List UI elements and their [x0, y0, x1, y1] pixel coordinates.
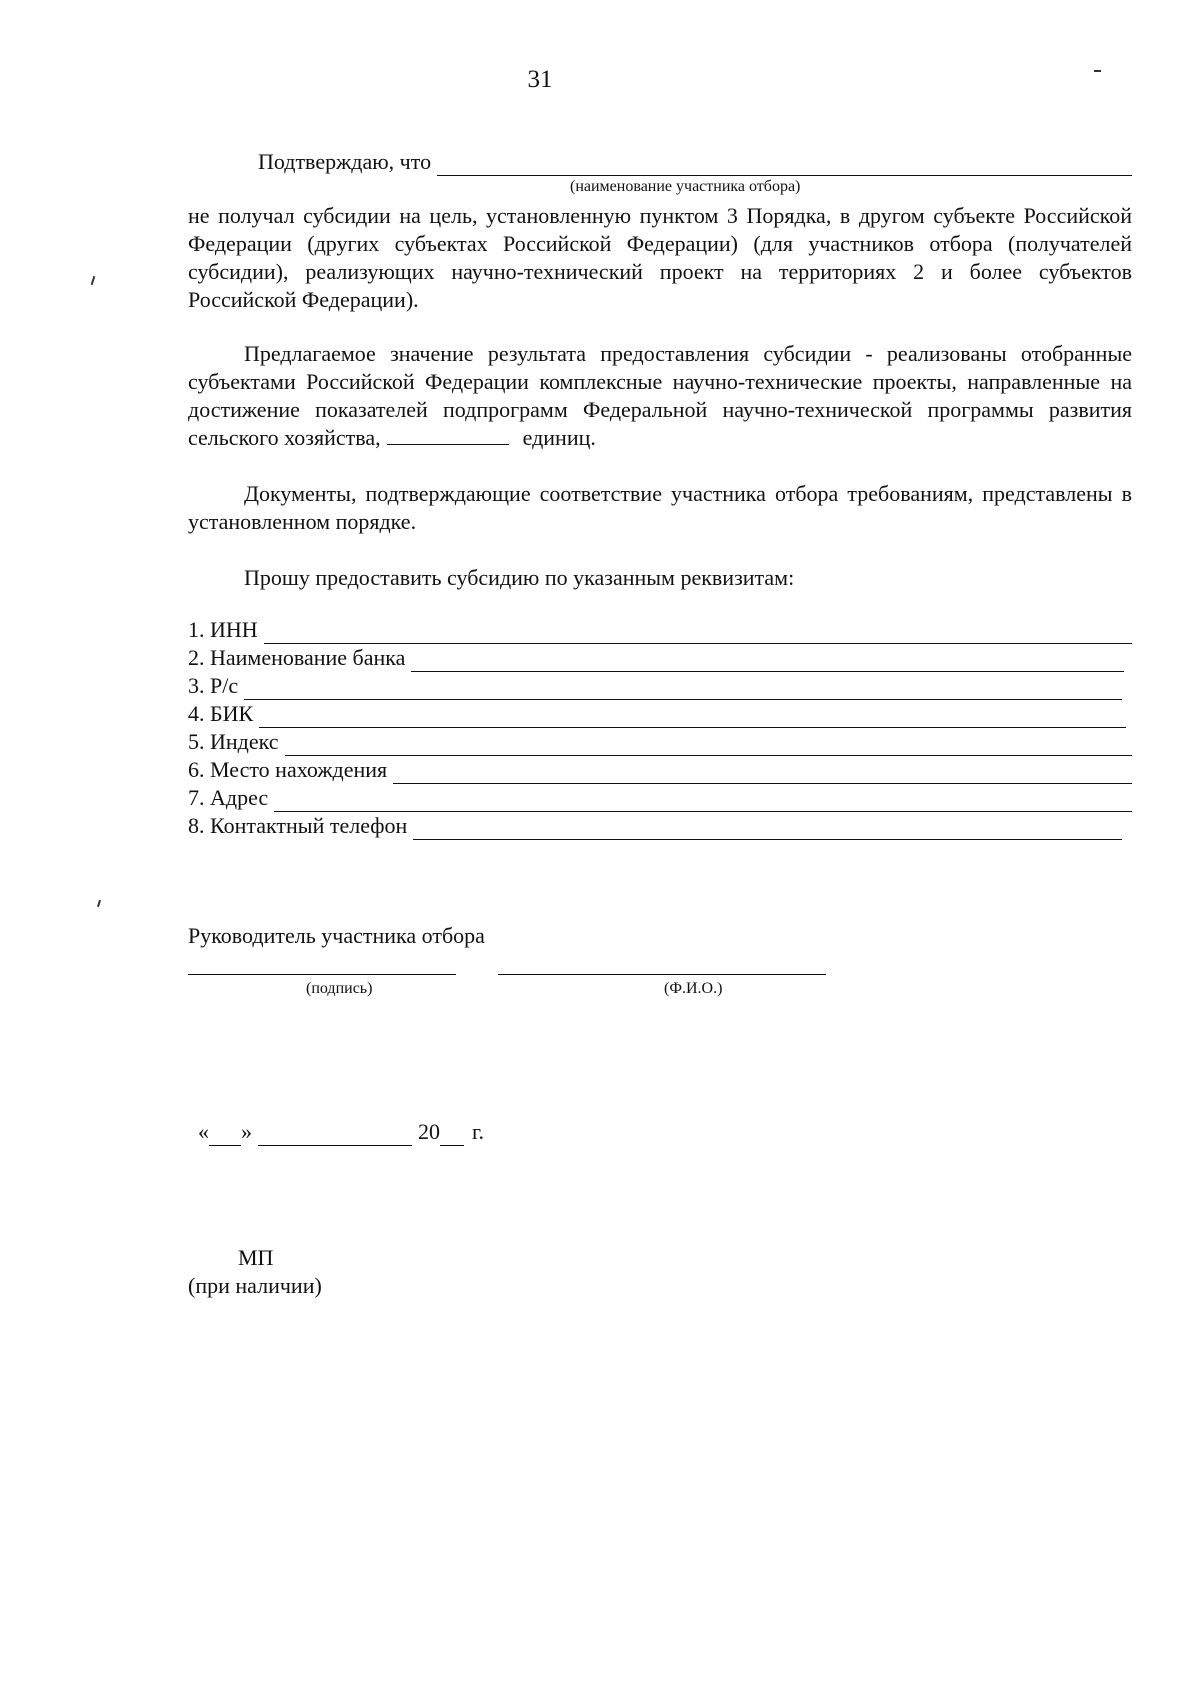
- date-year-suffix: г.: [472, 1119, 485, 1144]
- date-close-quote: »: [241, 1119, 252, 1144]
- participant-name-field[interactable]: [437, 153, 1132, 176]
- requisite-row-account: [188, 672, 1132, 700]
- inn-field[interactable]: [264, 623, 1132, 644]
- requisite-row-bank: [188, 644, 1132, 672]
- result-value-text: Предлагаемое значение результата предоставления субсидии - реализованы отобранные субъектами Российской Федерации комплексные научно-технические проекты, направленные на достижение показателей подпрограмм Федеральной научно-технической программы развития сельского хозяйства,: [188, 341, 1132, 450]
- date-day-field[interactable]: [209, 1125, 241, 1146]
- date-year-field[interactable]: [440, 1125, 464, 1146]
- requisite-label: 6. Место нахождения: [188, 757, 388, 782]
- participant-name-hint: (наименование участника отбора): [570, 178, 801, 195]
- signer-title: Руководитель участника отбора: [188, 923, 485, 948]
- bik-field[interactable]: [259, 707, 1126, 728]
- signature-hint: (подпись): [306, 980, 373, 997]
- requisite-row-location: [188, 756, 1132, 784]
- confirm-label: Подтверждаю, что: [258, 149, 432, 174]
- fio-field[interactable]: [498, 974, 826, 975]
- date-open-quote: «: [198, 1119, 209, 1144]
- scan-mark: [91, 276, 96, 285]
- paragraph-no-subsidy: не получал субсидии на цель, установленную пунктом 3 Порядка, в другом субъекте Российской Федерации (других субъектах Российской Федерации) (для участников отбора (получателей субсидии), реализующих научно-технический проект на территориях 2 и более субъектов Российской Федерации).: [188, 203, 1132, 312]
- phone-field[interactable]: [413, 819, 1122, 840]
- address-field[interactable]: [274, 791, 1132, 812]
- scan-mark: [97, 900, 101, 907]
- result-value-field[interactable]: [387, 424, 509, 445]
- scan-mark: [1094, 70, 1101, 72]
- page-number: 31: [527, 66, 553, 93]
- date-month-field[interactable]: [258, 1125, 412, 1146]
- requisite-label: 4. БИК: [188, 701, 254, 726]
- requisite-row-index: [188, 728, 1132, 756]
- requisite-label: 7. Адрес: [188, 785, 269, 810]
- fio-hint: (Ф.И.О.): [664, 980, 723, 997]
- result-value-unit: единиц.: [522, 425, 596, 450]
- paragraph-documents: Документы, подтверждающие соответствие участника отбора требованиям, представлены в установленном порядке.: [188, 481, 1132, 534]
- requisite-label: 3. Р/с: [188, 673, 239, 698]
- requisite-label: 2. Наименование банка: [188, 645, 406, 670]
- requisite-label: 5. Индекс: [188, 729, 279, 754]
- requisite-row-address: [188, 784, 1132, 812]
- requisites-list: [188, 616, 1132, 840]
- requisite-label: 8. Контактный телефон: [188, 813, 408, 838]
- account-field[interactable]: [244, 679, 1122, 700]
- requisite-row-bik: [188, 700, 1132, 728]
- requisite-label: 1. ИНН: [188, 617, 258, 642]
- signature-field[interactable]: [188, 974, 456, 975]
- index-field[interactable]: [285, 735, 1132, 756]
- confirm-line: [258, 148, 1132, 176]
- date-year-prefix: 20: [418, 1119, 440, 1144]
- stamp-note: (при наличии): [188, 1273, 322, 1298]
- requisite-row-phone: [188, 812, 1132, 840]
- paragraph-result-value: [188, 340, 1132, 452]
- paragraph-request: Прошу предоставить субсидию по указанным реквизитам:: [244, 565, 795, 590]
- page-number-container: [0, 66, 1200, 94]
- date-line: [198, 1118, 484, 1146]
- bank-name-field[interactable]: [411, 651, 1124, 672]
- requisite-row-inn: [188, 616, 1132, 644]
- location-field[interactable]: [393, 763, 1132, 784]
- stamp-label: МП: [238, 1245, 274, 1270]
